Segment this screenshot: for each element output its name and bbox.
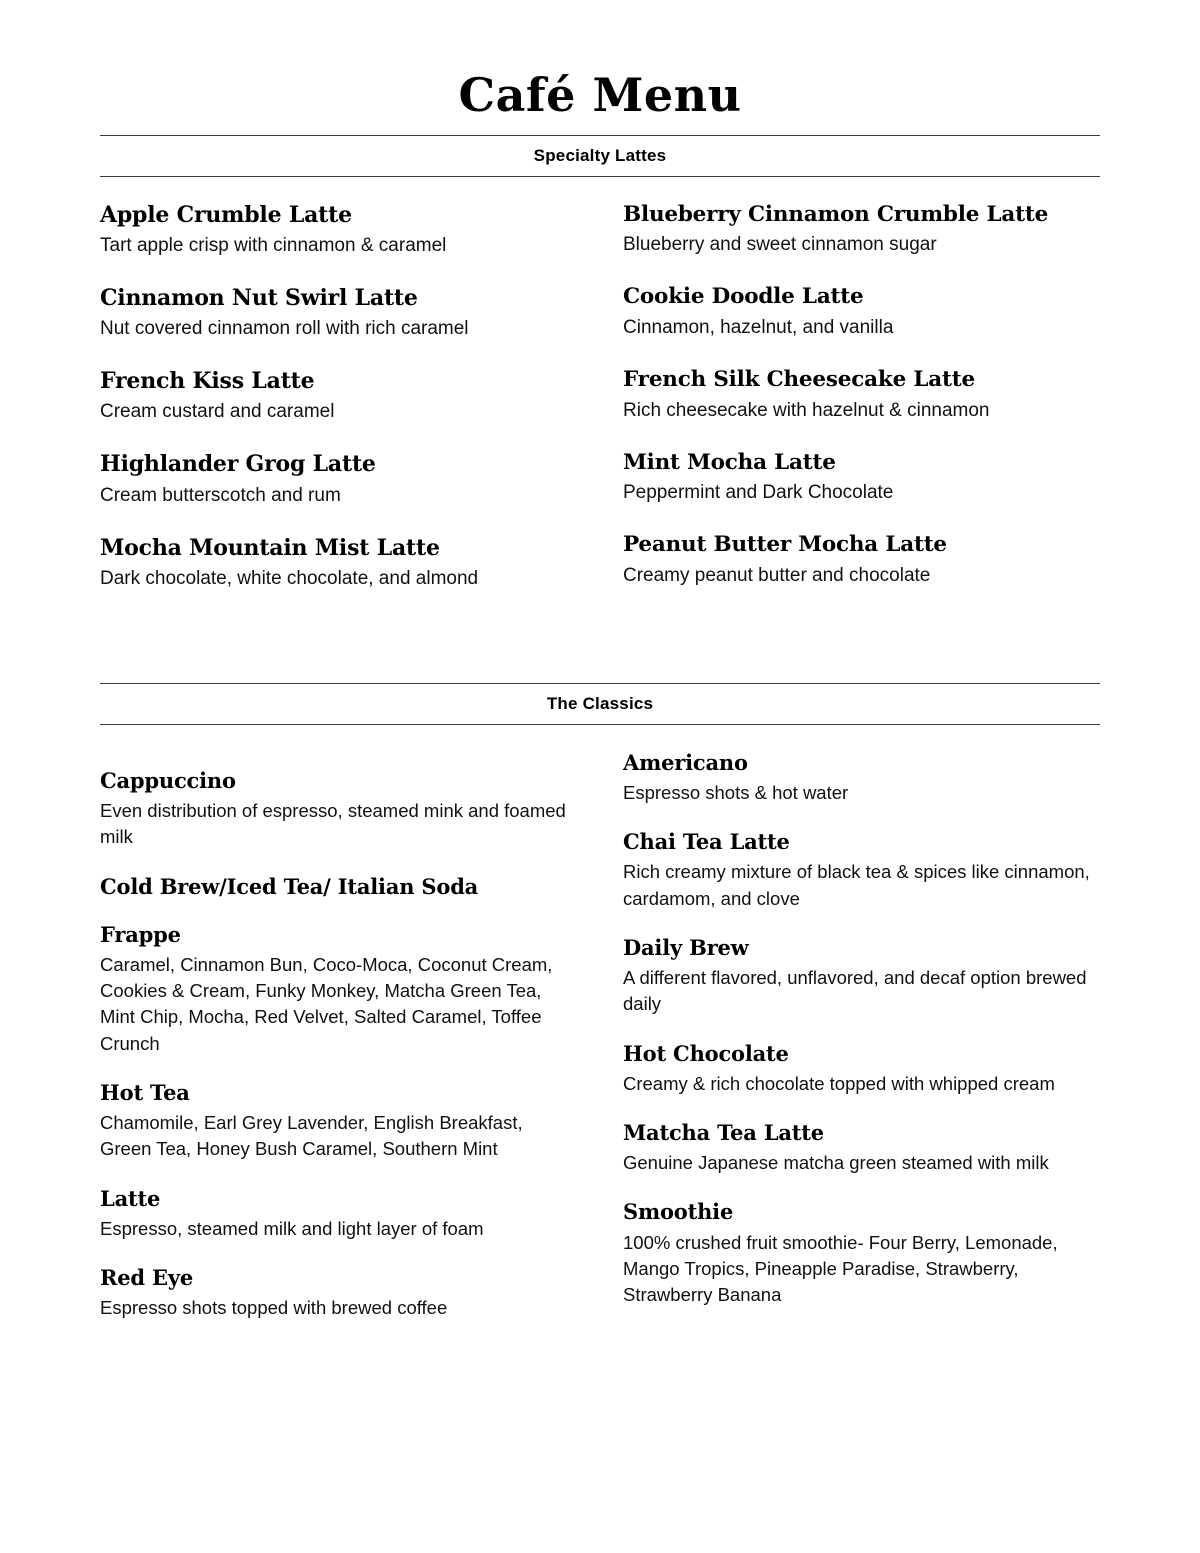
menu-item-description: Cream custard and caramel [100, 401, 335, 423]
menu-item [100, 875, 577, 899]
menu-item-description: Espresso shots topped with brewed coffee [100, 1297, 448, 1319]
menu-item-description: A different flavored, unflavored, and decaf option brewed daily [623, 967, 1087, 1015]
menu-item [623, 368, 1100, 425]
menu-item [623, 1200, 1100, 1308]
menu-item-description: Tart apple crisp with cinnamon & caramel [100, 234, 447, 256]
menu-item-description: Even distribution of espresso, steamed mink and foamed milk [100, 800, 566, 848]
menu-item-name: Cold Brew/Iced Tea/ Italian Soda [100, 873, 479, 899]
menu-item-description: Espresso, steamed milk and light layer of foam [100, 1217, 484, 1239]
menu-item-name: Americano [623, 749, 748, 775]
menu-item-name: Cappuccino [100, 767, 236, 793]
menu-item [623, 1121, 1100, 1176]
menu-item-name: Mint Mocha Latte [623, 449, 836, 475]
menu-item-name: Cookie Doodle Latte [623, 284, 864, 310]
menu-item [623, 203, 1100, 260]
menu-item-name: Highlander Grog Latte [100, 451, 376, 478]
menu-item-name: Smoothie [623, 1199, 734, 1225]
section-body-the-classics [100, 751, 1100, 1346]
menu-item-description: Peppermint and Dark Chocolate [623, 482, 894, 504]
menu-item-name: Hot Tea [100, 1079, 190, 1105]
menu-item [100, 369, 577, 426]
menu-item-description: Chamomile, Earl Grey Lavender, English Breakfast, Green Tea, Honey Bush Caramel, Southern Mint [100, 1112, 523, 1160]
menu-item [100, 769, 577, 851]
section-body-specialty-lattes [100, 203, 1100, 619]
menu-item-description: 100% crushed fruit smoothie- Four Berry, Lemonade, Mango Tropics, Pineapple Paradise, Strawberry, Strawberry Banana [623, 1231, 1058, 1306]
section-divider-bottom [100, 176, 1100, 177]
menu-item-description: Dark chocolate, white chocolate, and almond [100, 567, 479, 589]
menu-item-description: Rich creamy mixture of black tea & spices like cinnamon, cardamom, and clove [623, 861, 1090, 909]
menu-item [623, 533, 1100, 590]
menu-item-description: Blueberry and sweet cinnamon sugar [623, 234, 937, 256]
menu-item [100, 1187, 577, 1242]
menu-column-left [100, 203, 577, 619]
menu-item-name: Red Eye [100, 1265, 193, 1291]
section-title: Specialty Lattes [533, 145, 667, 165]
menu-item [623, 1042, 1100, 1097]
section-divider-bottom [100, 724, 1100, 725]
menu-item-description: Caramel, Cinnamon Bun, Coco-Moca, Coconut Cream, Cookies & Cream, Funky Monkey, Matcha Green Tea, Mint Chip, Mocha, Red Velvet, Salted Caramel, Toffee Crunch [100, 953, 553, 1054]
menu-column-right [623, 751, 1100, 1346]
menu-item [623, 830, 1100, 912]
menu-item-description: Creamy peanut butter and chocolate [623, 565, 931, 587]
menu-item [100, 286, 577, 343]
section-header-specialty-lattes [100, 136, 1100, 176]
menu-item-name: French Kiss Latte [100, 368, 315, 395]
menu-item [623, 751, 1100, 806]
menu-item [100, 203, 577, 260]
menu-item-name: Frappe [100, 921, 181, 947]
menu-item-name: Cinnamon Nut Swirl Latte [100, 284, 418, 311]
section-title: The Classics [546, 693, 654, 713]
menu-item-name: Matcha Tea Latte [623, 1120, 824, 1146]
menu-item-description: Nut covered cinnamon roll with rich caramel [100, 318, 469, 340]
menu-item-description: Creamy & rich chocolate topped with whipped cream [623, 1072, 1055, 1094]
menu-item-name: Peanut Butter Mocha Latte [623, 532, 947, 558]
menu-item-name: Mocha Mountain Mist Latte [100, 534, 440, 561]
section-spacer [100, 619, 1100, 683]
menu-item [623, 936, 1100, 1018]
menu-item-name: Blueberry Cinnamon Crumble Latte [623, 201, 1049, 227]
menu-item [100, 452, 577, 509]
menu-item-description: Espresso shots & hot water [623, 782, 849, 804]
menu-item [100, 536, 577, 593]
menu-item-description: Cinnamon, hazelnut, and vanilla [623, 317, 894, 338]
menu-item [623, 285, 1100, 342]
menu-column-left [100, 751, 577, 1346]
menu-item [100, 923, 577, 1057]
menu-item-name: Latte [100, 1185, 161, 1211]
menu-item-name: French Silk Cheesecake Latte [623, 366, 975, 392]
menu-item [623, 451, 1100, 508]
menu-item-name: Hot Chocolate [623, 1040, 789, 1066]
menu-column-right [623, 203, 1100, 619]
menu-item [100, 1081, 577, 1163]
page-title: Café Menu [458, 68, 742, 122]
menu-item-name: Apple Crumble Latte [100, 201, 352, 228]
section-header-the-classics [100, 684, 1100, 724]
menu-item-name: Daily Brew [623, 935, 749, 960]
menu-item-description: Rich cheesecake with hazelnut & cinnamon [623, 399, 990, 421]
menu-item-description: Genuine Japanese matcha green steamed with milk [623, 1152, 1049, 1174]
menu-item-description: Cream butterscotch and rum [100, 484, 341, 506]
menu-item [100, 1266, 577, 1321]
menu-item-name: Chai Tea Latte [623, 829, 790, 855]
